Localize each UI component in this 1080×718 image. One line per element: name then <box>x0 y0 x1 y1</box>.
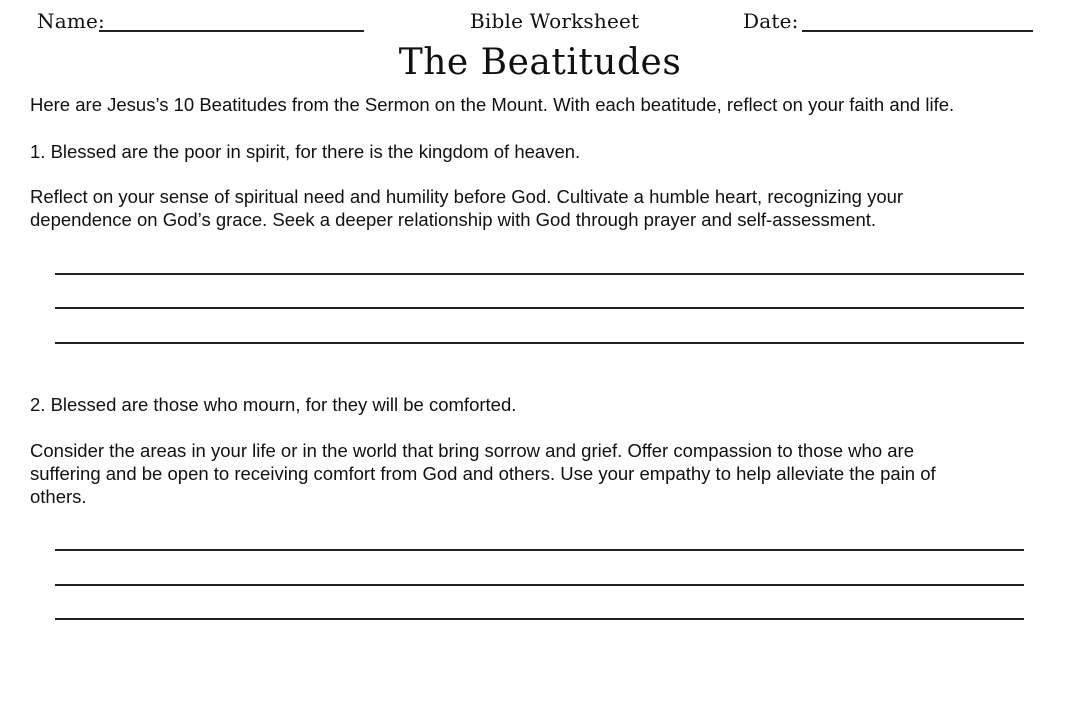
beatitude-2-answer-line[interactable] <box>55 618 1024 620</box>
beatitude-1-heading: 1. Blessed are the poor in spirit, for there is the kingdom of heaven. <box>30 141 581 162</box>
beatitude-1-answer-line[interactable] <box>55 273 1024 275</box>
page-title: The Beatitudes <box>398 42 682 83</box>
beatitude-2-reflection-line: others. <box>30 486 87 507</box>
beatitude-2-heading: 2. Blessed are those who mourn, for they will be comforted. <box>30 394 517 415</box>
beatitude-2-reflection-line: Consider the areas in your life or in the world that bring sorrow and grief. Offer compassion to those who are <box>30 440 914 461</box>
name-label: Name: <box>37 9 105 33</box>
beatitude-2-answer-line[interactable] <box>55 549 1024 551</box>
beatitude-1-reflection-line: dependence on God’s grace. Seek a deeper relationship with God through prayer and self-assessment. <box>30 209 877 230</box>
beatitude-2-answer-line[interactable] <box>55 584 1024 586</box>
date-field[interactable] <box>802 30 1033 32</box>
intro-text: Here are Jesus’s 10 Beatitudes from the Sermon on the Mount. With each beatitude, reflect on your faith and life. <box>30 94 955 115</box>
worksheet-label: Bible Worksheet <box>470 9 640 33</box>
beatitude-1-answer-line[interactable] <box>55 342 1024 344</box>
beatitude-1-answer-line[interactable] <box>55 307 1024 309</box>
name-field[interactable] <box>99 30 364 32</box>
beatitude-2-reflection-line: suffering and be open to receiving comfort from God and others. Use your empathy to help alleviate the pain of <box>30 463 936 484</box>
date-label: Date: <box>743 9 799 33</box>
beatitude-1-reflection-line: Reflect on your sense of spiritual need and humility before God. Cultivate a humble heart, recognizing your <box>30 186 904 207</box>
